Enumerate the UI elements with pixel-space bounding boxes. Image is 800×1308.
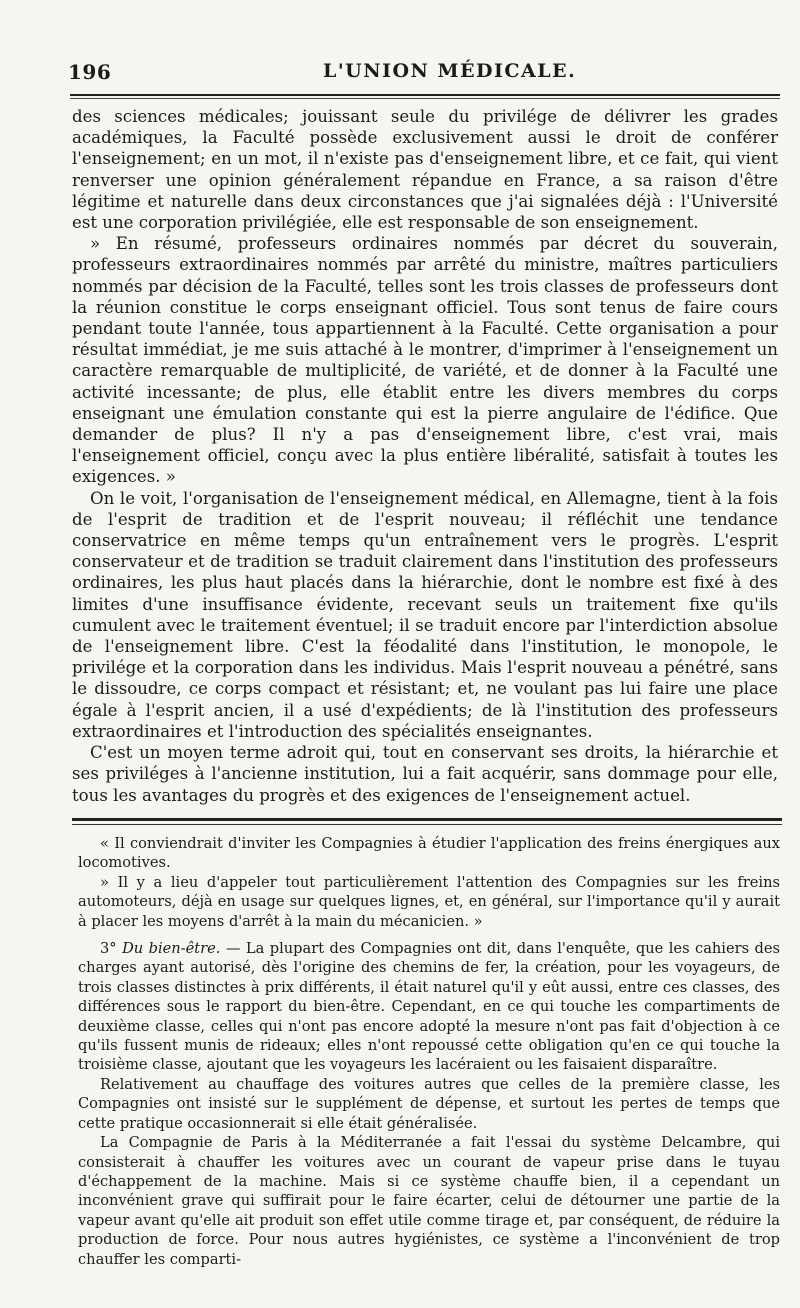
feuilleton-paragraph bbox=[78, 939, 780, 1075]
feuilleton-paragraph: Relativement au chauffage des voitures autres que celles de la première classe, les Compagnies ont insisté sur le supplément de dépense, et surtout les pertes de temps que cette pratique occasionnerait si elle était généralisée. bbox=[78, 1075, 780, 1132]
main-paragraph: des sciences médicales; jouissant seule du privilége de délivrer les grades académiques, la Faculté possède exclusivement aussi le droit de conférer l'enseignement; en un mot, il n'existe pas d'enseignement libre, et ce fait, qui vient renverser une opinion généralement répandue en France, a sa raison d'être légitime et naturelle dans deux circonstances que j'ai signalées déjà : l'Université est une corporation privilégiée, elle est responsable de son enseignement. bbox=[72, 107, 778, 233]
feuilleton-rule-thin bbox=[72, 824, 782, 825]
feuilleton-section bbox=[78, 834, 780, 1269]
main-paragraph: C'est un moyen terme adroit qui, tout en conservant ses droits, la hiérarchie et ses priviléges à l'ancienne institution, lui a fait acquérir, sans dommage pour elle, tous les avantages du progrès et des exigences de l'enseignement actuel. bbox=[72, 743, 778, 805]
feuilleton-paragraph: « Il conviendrait d'inviter les Compagnies à étudier l'application des freins énergiques aux locomotives. bbox=[78, 835, 780, 872]
main-article bbox=[72, 106, 778, 806]
header-rule-thin bbox=[70, 98, 780, 99]
section-number: 3° bbox=[100, 940, 123, 958]
feuilleton-paragraph: La Compagnie de Paris à la Méditerranée a fait l'essai du système Delcambre, qui consisterait à chauffer les voitures avec un courant de vapeur prise dans le tuyau d'échappement de la machine. Mais si ce système chauffe bien, il a cependant un inconvénient grave qui suffirait pour le faire écarter, celui de détourner une partie de la vapeur avant qu'elle ait produit son effet utile comme tirage et, par conséquent, de réduire la production de force. Pour nous autres hygiénistes, ce système a l'inconvénient de trop chauffer les comparti- bbox=[78, 1134, 780, 1268]
main-paragraph: » En résumé, professeurs ordinaires nommés par décret du souverain, professeurs extraordinaires nommés par arrêté du ministre, maîtres particuliers nommés par décision de la Faculté, telles sont les trois classes de professeurs dont la réunion constitue le corps enseignant officiel. Tous sont tenus de faire cours pendant toute l'année, tous appartiennent à la Faculté. Cette organisation a pour résultat immédiat, je me suis attaché à le montrer, d'imprimer à l'enseignement un caractère remarquable de multiplicité, de variété, et de donner à la Faculté une activité incessante; de plus, elle établit entre les divers membres du corps enseignant une émulation constante qui est la pierre angulaire de l'édifice. Que demander de plus? Il n'y a pas d'enseignement libre, c'est vrai, mais l'enseignement officiel, conçu avec la plus entière libéralité, satisfait à toutes les exigences. » bbox=[72, 234, 778, 487]
feuilleton-paragraph: » Il y a lieu d'appeler tout particulièrement l'attention des Compagnies sur les freins automoteurs, déjà en usage sur quelques lignes, et, en général, sur l'importance qu'il y aurait à placer les moyens d'arrêt à la main du mécanicien. » bbox=[78, 873, 780, 930]
running-title: L'UNION MÉDICALE. bbox=[323, 60, 577, 82]
header-rule bbox=[70, 94, 780, 96]
section-text: — La plupart des Compagnies ont dit, dans l'enquête, que les cahiers des charges ayant autorisé, dès l'origine des chemins de fer, la création, pour les voyageurs, de trois classes distinctes à prix différents, il était naturel qu'il y eût aussi, entre ces classes, des différences sous le rapport du bien-être. Cependant, en ce qui touche les compartiments de deuxième classe, celles qui n'ont pas encore adopté la mesure n'ont pas fait d'objection à ce qu'ils fussent munis de rideaux; elles n'ont repoussé cette obligation qu'en ce qui touche la troisième classe, ajoutant que les voyageurs les lacéraient ou les faisaient disparaître. bbox=[78, 940, 781, 1074]
page-number: 196 bbox=[68, 60, 112, 84]
section-title: Du bien-être. bbox=[122, 940, 221, 958]
feuilleton-rule bbox=[72, 818, 782, 821]
main-paragraph: On le voit, l'organisation de l'enseignement médical, en Allemagne, tient à la fois de l'esprit de tradition et de l'esprit nouveau; il réfléchit une tendance conservatrice en même temps qu'un entraînement vers le progrès. L'esprit conservateur et de tradition se traduit clairement dans l'institution des professeurs ordinaires, les plus haut placés dans la hiérarchie, dont le nombre est fixé à des limites d'une insuffisance évidente, recevant seuls un traitement fixe qu'ils cumulent avec le traitement éventuel; il se traduit encore par l'interdiction absolue de l'enseignement libre. C'est la féodalité dans l'institution, le monopole, le privilége et la corporation dans les individus. Mais l'esprit nouveau a pénétré, sans le dissoudre, ce corps compact et résistant; et, ne voulant pas lui faire une place égale à l'esprit ancien, il a usé d'expédients; de là l'institution des professeurs extraordinaires et l'introduction des spécialités enseignantes. bbox=[72, 488, 778, 741]
page-header bbox=[68, 58, 770, 88]
